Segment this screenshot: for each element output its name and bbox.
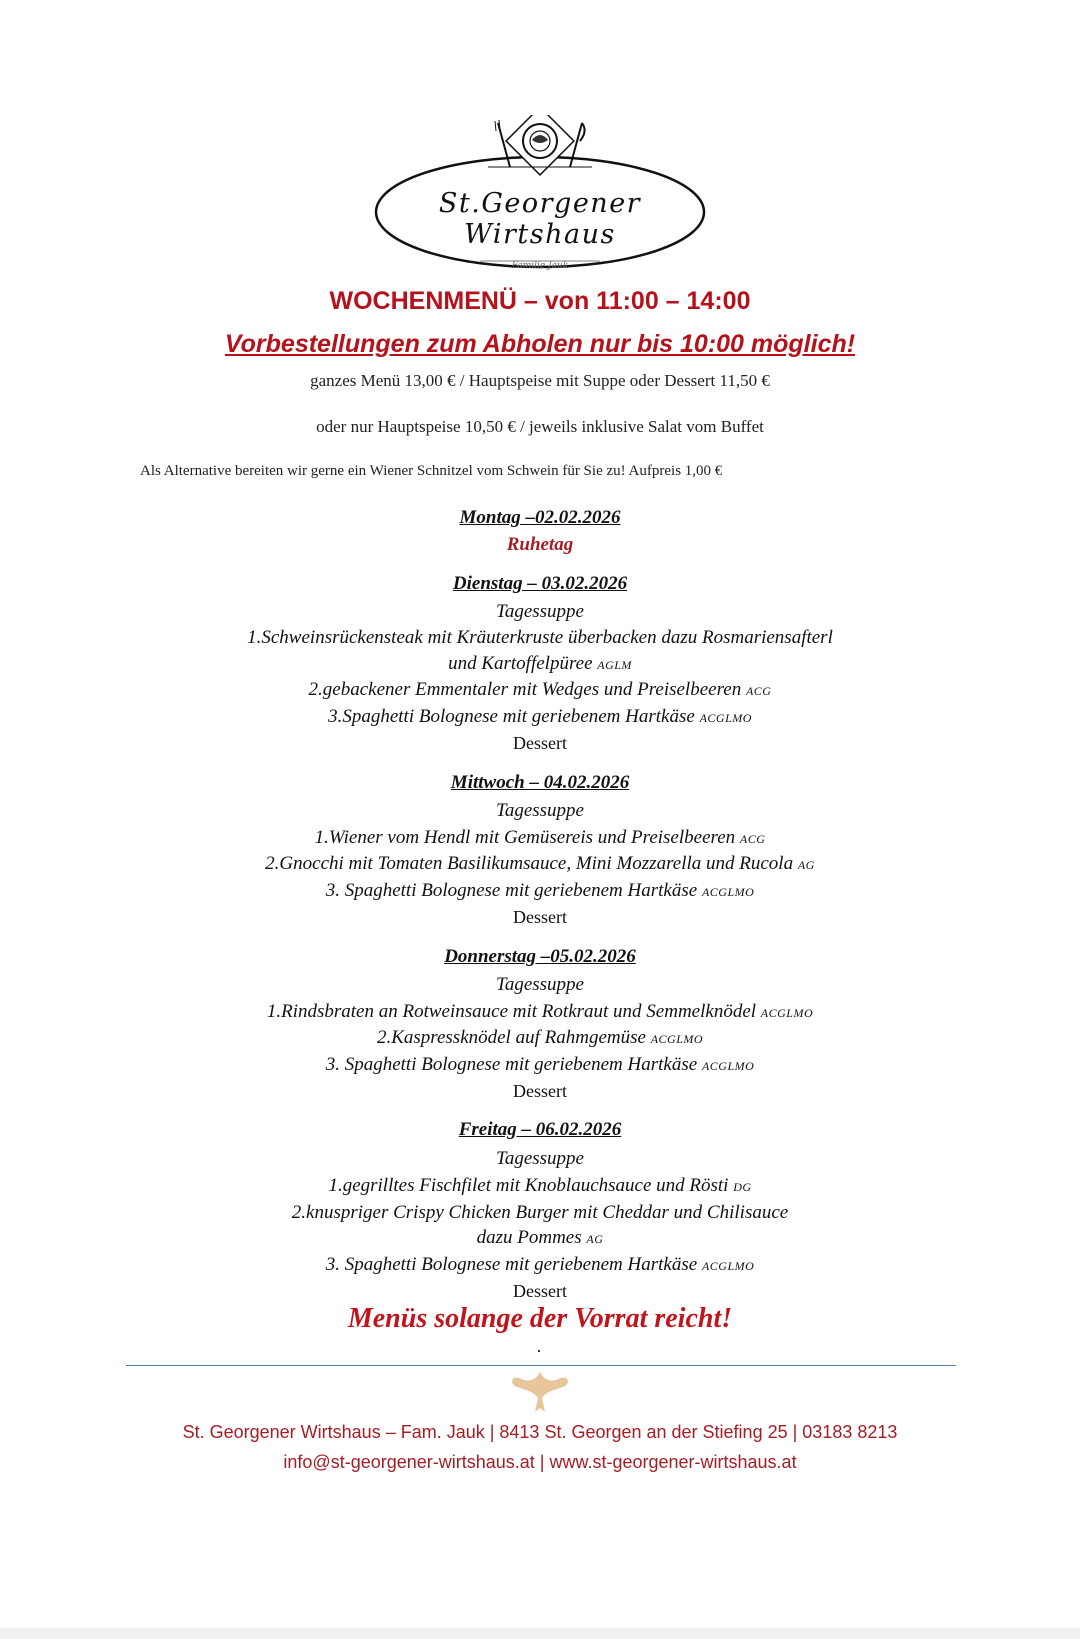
rest-day-note: Ruhetag [506, 534, 574, 555]
dish-mittwoch-2 [0, 851, 1080, 878]
floral-ornament-icon [505, 1368, 575, 1418]
footer-address: St. Georgener Wirtshaus – Fam. Jauk | 8413 St. Georgen an der Stiefing 25 | 03183 8213 [182, 1422, 898, 1442]
dessert-freitag: Dessert [513, 1281, 567, 1301]
dish-dienstag-1: 1.Schweinsrückensteak mit Kräuterkruste überbacken dazu Rosmariensafterl [247, 627, 833, 648]
day-heading-montag: Montag –02.02.2026 [459, 507, 621, 528]
dish-text: 1.Wiener vom Hendl mit Gemüsereis und Preiselbeeren [314, 827, 736, 848]
allergen-codes: ACGLMO [650, 1032, 704, 1046]
dish-text: 3. Spaghetti Bolognese mit geriebenem Hartkäse [325, 1054, 698, 1075]
dish-text: dazu Pommes [476, 1227, 582, 1248]
dish-text: 3.Spaghetti Bolognese mit geriebenem Hartkäse [328, 706, 695, 727]
dish-freitag-2: 2.knuspriger Crispy Chicken Burger mit Cheddar und Chilisauce [291, 1202, 789, 1223]
allergen-codes: AGLM [597, 658, 632, 672]
dish-dienstag-1-cont [0, 651, 1080, 678]
allergen-codes: DG [733, 1180, 752, 1194]
dish-text: 3. Spaghetti Bolognese mit geriebenem Hartkäse [325, 1254, 698, 1275]
allergen-codes: AG [797, 858, 815, 872]
dish-text: 2.Kaspressknödel auf Rahmgemüse [376, 1027, 646, 1048]
dish-freitag-1 [0, 1173, 1080, 1200]
allergen-codes: ACGLMO [760, 1006, 814, 1020]
menu-title: WOCHENMENÜ – von 11:00 – 14:00 [329, 287, 751, 315]
dish-text: 1.Rindsbraten an Rotweinsauce mit Rotkraut und Semmelknödel [266, 1001, 757, 1022]
dish-text: 3. Spaghetti Bolognese mit geriebenem Hartkäse [325, 880, 698, 901]
allergen-codes: ACGLMO [701, 1059, 755, 1073]
allergen-codes: ACGLMO [699, 711, 752, 725]
dish-freitag-2-cont [0, 1225, 1080, 1252]
dish-text: 2.Gnocchi mit Tomaten Basilikumsauce, Mini Mozzarella und Rucola [265, 853, 794, 874]
soup-dienstag: Tagessuppe [496, 601, 584, 622]
allergen-codes: ACG [739, 832, 766, 846]
page-bottom-band [0, 1628, 1080, 1639]
price-line-1: ganzes Menü 13,00 € / Hauptspeise mit Suppe oder Dessert 11,50 € [310, 371, 770, 390]
day-heading-freitag: Freitag – 06.02.2026 [458, 1119, 622, 1140]
dish-donnerstag-2 [0, 1025, 1080, 1052]
dish-dienstag-2 [0, 677, 1080, 704]
dessert-dienstag: Dessert [513, 733, 567, 753]
soup-donnerstag: Tagessuppe [496, 974, 584, 995]
alternative-note: Als Alternative bereiten wir gerne ein Wiener Schnitzel vom Schwein für Sie zu! Aufpreis 1,00 € [140, 463, 723, 479]
soup-freitag: Tagessuppe [496, 1148, 584, 1169]
dessert-donnerstag: Dessert [513, 1081, 567, 1101]
dish-text: 2.gebackener Emmentaler mit Wedges und Preiselbeeren [308, 679, 742, 700]
logo-title: St.Georgener Wirtshaus [438, 188, 642, 250]
allergen-codes: ACG [745, 684, 772, 698]
preorder-notice: Vorbestellungen zum Abholen nur bis 10:00 möglich! [224, 330, 856, 358]
dessert-mittwoch: Dessert [513, 907, 567, 927]
dish-mittwoch-3 [0, 878, 1080, 905]
price-line-2: oder nur Hauptspeise 10,50 € / jeweils inklusive Salat vom Buffet [316, 417, 764, 436]
footer-divider [126, 1365, 956, 1366]
day-heading-mittwoch: Mittwoch – 04.02.2026 [450, 772, 630, 793]
dish-freitag-3 [0, 1252, 1080, 1279]
logo-subtitle: Familie Jauk [511, 261, 569, 271]
allergen-codes: ACGLMO [701, 885, 755, 899]
allergen-codes: AG [586, 1232, 604, 1246]
dish-donnerstag-1 [0, 999, 1080, 1026]
footer-contact[interactable]: info@st-georgener-wirtshaus.at | www.st-georgener-wirtshaus.at [283, 1452, 797, 1472]
day-heading-donnerstag: Donnerstag –05.02.2026 [444, 946, 636, 967]
dish-dienstag-3 [0, 704, 1080, 731]
closing-note: Menüs solange der Vorrat reicht! [347, 1303, 733, 1334]
dish-text: 1.gegrilltes Fischfilet mit Knoblauchsauce und Rösti [328, 1175, 729, 1196]
restaurant-logo [360, 115, 720, 280]
day-heading-dienstag: Dienstag – 03.02.2026 [452, 573, 628, 594]
dish-mittwoch-1 [0, 825, 1080, 852]
soup-mittwoch: Tagessuppe [496, 800, 584, 821]
divider-dot [538, 1350, 540, 1352]
plate-cutlery-icon [488, 115, 592, 175]
dish-donnerstag-3 [0, 1052, 1080, 1079]
allergen-codes: ACGLMO [701, 1259, 755, 1273]
dish-text: und Kartoffelpüree [448, 653, 593, 674]
